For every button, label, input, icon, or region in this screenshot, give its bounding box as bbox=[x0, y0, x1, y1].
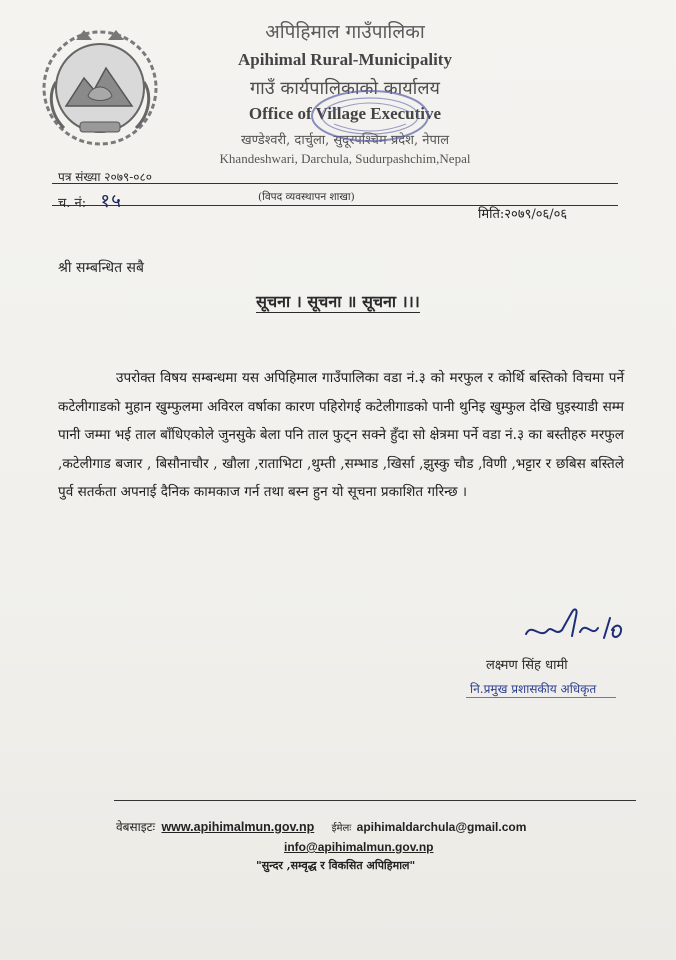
letter-number: पत्र संख्या २०७९-०८० bbox=[58, 170, 153, 184]
notice-body-text: उपरोक्त विषय सम्बन्धमा यस अपिहिमाल गाउँपालिका वडा नं.३ को मरफुल र कोर्थि बस्तिको विचमा पर्ने कटेलीगाडको मुहान खुम्फुलमा अविरल वर्षाका कारण पहिरोगई कटेलीगाडको पानी थुनिइ खुम्फुल देखि घुइस्याडी सम्म पानी जम्मा भई ताल बाँधिएकोले जुनसुके बेला पनि ताल फुट्न सक्ने हुँदा सो क्षेत्रमा पर्ने वडा नं.३ का बस्तीहरु मरफुल ,कटेलीगाड बजार , बिसौनाचौर , खौला ,राताभिटा ,थुम्ती ,सम्भाड ,खिर्सा ,झुस्कु चौड ,विणी ,भट्टार र छबिस बस्तिले पुर्व सतर्कता अपनाई दैनिक कामकाज गर्न तथा बस्न हुन यो सूचना प्रकाशित गरिन्छ । bbox=[58, 370, 625, 500]
notice-heading bbox=[0, 290, 676, 312]
dispatch-number-row bbox=[58, 187, 122, 213]
footer-contact-row bbox=[116, 818, 526, 835]
header-office-np: गाउँ कार्यपालिकाको कार्यालय bbox=[250, 78, 440, 99]
recipient: श्री सम्बन्धित सबै bbox=[58, 260, 144, 276]
header-office-en: Office of Village Executive bbox=[248, 104, 442, 123]
dispatch-number: १५ bbox=[100, 190, 123, 212]
email-label: ईमेलः bbox=[331, 823, 352, 834]
header-address-np: खण्डेश्वरी, दार्चुला, सुदूरपश्चिम प्रदेश, नेपाल bbox=[240, 133, 450, 148]
signature-icon bbox=[520, 600, 630, 648]
header-address-en: Khandeshwari, Darchula, Sudurpashchim,Nepal bbox=[219, 151, 471, 166]
divider-top bbox=[52, 183, 618, 184]
signatory-underline bbox=[466, 697, 616, 698]
email-link-primary[interactable]: apihimaldarchula@gmail.com bbox=[356, 820, 527, 834]
signatory-name: लक्ष्मण सिंह धामी bbox=[486, 658, 568, 673]
notice-body bbox=[58, 364, 624, 507]
dispatch-label: च. नं: bbox=[58, 196, 87, 211]
website-label: वेबसाइटः bbox=[116, 820, 156, 834]
letter-date: मिति:२०७९/०६/०६ bbox=[478, 207, 568, 222]
section-name: (विपद व्यवस्थापन शाखा) bbox=[258, 191, 355, 203]
notice-heading-text: सूचना । सूचना ॥ सूचना ।।। bbox=[256, 292, 420, 311]
footer-slogan: "सुन्दर ,सम्वृद्ध र विकसित अपिहिमाल" bbox=[256, 859, 416, 872]
header-municipality-np: अपिहिमाल गाउँपालिका bbox=[265, 21, 425, 43]
footer-divider bbox=[114, 800, 636, 801]
email-link-secondary[interactable]: info@apihimalmun.gov.np bbox=[284, 840, 434, 854]
office-stamp-icon bbox=[308, 88, 432, 144]
signatory-title: नि.प्रमुख प्रशासकीय अधिकृत bbox=[470, 682, 597, 696]
website-link[interactable]: www.apihimalmun.gov.np bbox=[161, 820, 315, 834]
header-municipality-en: Apihimal Rural-Municipality bbox=[238, 50, 452, 69]
